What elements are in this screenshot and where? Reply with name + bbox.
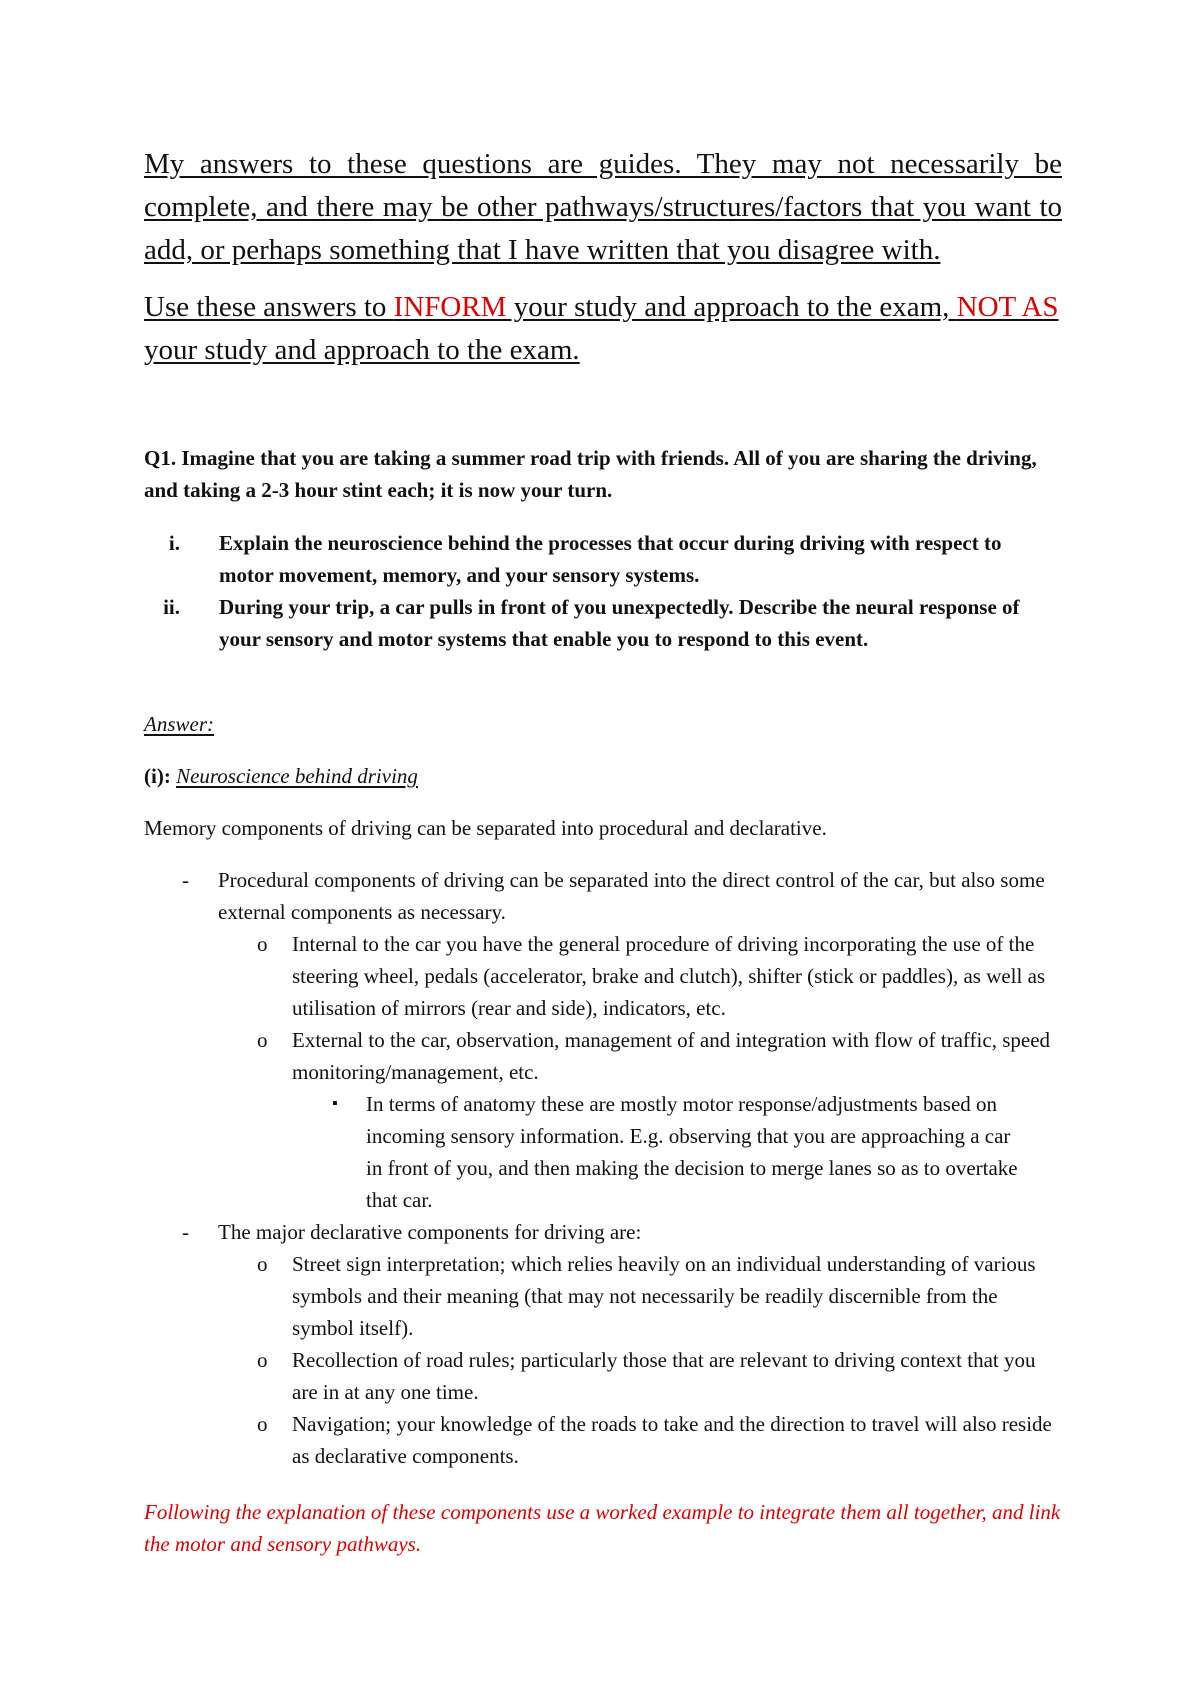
part-i-heading [144,760,1062,792]
question-q1 [144,442,1062,506]
question-text: Q1. Imagine that you are taking a summer road trip with friends. All of you are sharing the driving, and taking a 2-3 hour stint each; it is now your turn. [144,446,1037,502]
circle-marker: o [257,1348,268,1372]
answer-heading: Answer: [144,712,214,736]
intro-notice [144,143,1062,372]
circle-marker: o [257,932,268,956]
not-as-emphasis: NOT AS [956,291,1059,323]
intro-paragraph: My answers to these questions are guides. They may not necessarily be complete, and there may be other pathways/structures/factors that you want to add, or perhaps something that I have written that you disagree with. [144,148,1062,266]
list-item-text: The major declarative components for driving are: [218,1220,642,1244]
answer-label [144,708,1062,740]
circle-marker: o [257,1252,268,1276]
list-item-text: Street sign interpretation; which relies heavily on an individual understanding of various symbols and their meaning (that may not necessarily be readily discernible from the symbol itself). [292,1252,1036,1340]
list-item-text: Recollection of road rules; particularly those that are relevant to driving context that you are in at any one time. [292,1348,1036,1404]
list-item-text: Internal to the car you have the general procedure of driving incorporating the use of the steering wheel, pedals (accelerator, brake and clutch), shifter (stick or paddles), as well as utilisation of mirrors (rear and side), indicators, etc. [292,932,1046,1020]
part-number: ii. [163,595,180,619]
inform-emphasis: INFORM [393,291,507,323]
memory-intro: Memory components of driving can be separated into procedural and declarative. [144,816,827,840]
intro-instruction [144,286,1062,372]
list-item-text: In terms of anatomy these are mostly motor response/adjustments based on incoming sensory information. E.g. observing that you are approaching a car in front of you, and then making the decision to merge lanes so as to overtake that car. [366,1092,1018,1212]
intro-instruction-text: Use these answers to [144,291,394,323]
part-number: i. [168,531,180,555]
dash-marker: - [182,868,189,892]
list-item-text: External to the car, observation, management of and integration with flow of traffic, speed monitoring/management, etc. [292,1028,1051,1084]
square-marker: ▪ [332,1095,338,1112]
part-i-title: Neuroscience behind driving [176,764,418,788]
dash-marker: - [182,1220,189,1244]
closing-instruction: Following the explanation of these components use a worked example to integrate them all together, and link the motor and sensory pathways. [144,1500,1061,1556]
part-text: Explain the neuroscience behind the processes that occur during driving with respect to motor movement, memory, and your sensory systems. [219,531,1002,587]
part-i-number: (i): [144,764,171,788]
list-item-text: Navigation; your knowledge of the roads to take and the direction to travel will also reside as declarative components. [292,1412,1052,1468]
circle-marker: o [257,1028,268,1052]
list-item-text: Procedural components of driving can be separated into the direct control of the car, but also some external components as necessary. [218,868,1045,924]
intro-instruction-text: your study and approach to the exam, [506,291,957,323]
intro-instruction-text: your study and approach to the exam. [144,334,580,366]
part-text: During your trip, a car pulls in front of you unexpectedly. Describe the neural response of your sensory and motor systems that enable you to respond to this event. [219,595,1020,651]
circle-marker: o [257,1412,268,1436]
